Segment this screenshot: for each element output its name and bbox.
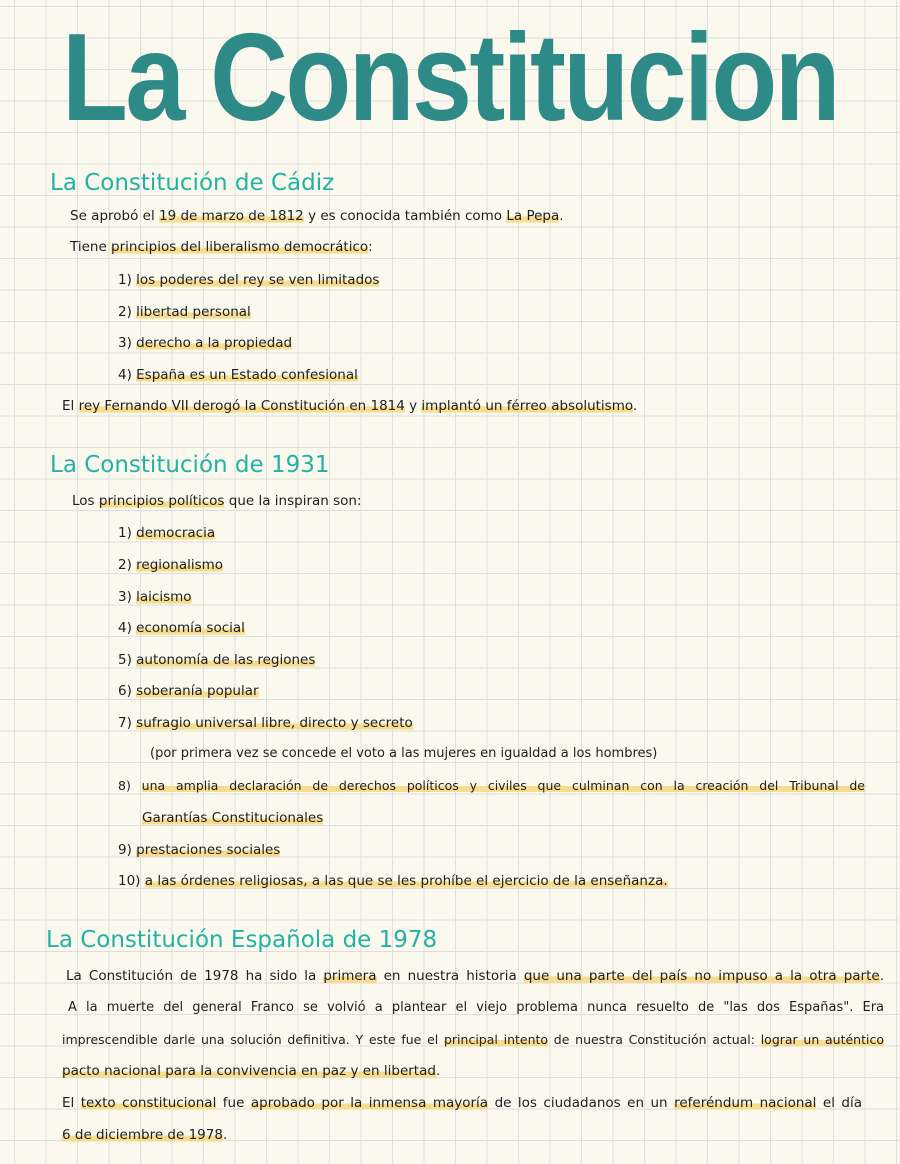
section-heading-cadiz: La Constitución de Cádiz — [50, 170, 335, 196]
text: El — [62, 1095, 81, 1111]
paragraph-cadiz-principles — [70, 237, 373, 257]
paragraph-1978-line — [62, 1030, 884, 1050]
item-text: prestaciones sociales — [136, 842, 281, 858]
text: que la inspiran son: — [224, 493, 362, 509]
item-text: Garantías Constitucionales — [142, 810, 324, 826]
highlight: principios del liberalismo democrático — [111, 239, 369, 255]
text: Los — [72, 493, 99, 509]
text: . — [632, 398, 638, 414]
item-text: autonomía de las regiones — [136, 652, 316, 668]
highlight: pacto nacional para la convivencia en paz y en libertad — [62, 1063, 436, 1079]
item-text: a las órdenes religiosas, a las que se les prohíbe el ejercicio de la enseñanza. — [144, 873, 668, 889]
highlight: 6 de diciembre de 1978 — [62, 1127, 223, 1143]
section-heading-1978: La Constitución Española de 1978 — [46, 927, 438, 953]
item-number: 1) — [118, 272, 137, 288]
item-number: 4) — [118, 367, 137, 383]
list-item — [118, 523, 215, 543]
item-number: 3) — [118, 589, 137, 605]
item-number: 8) — [118, 778, 142, 793]
list-item — [118, 871, 668, 891]
list-item — [118, 713, 413, 733]
item-number: 7) — [118, 715, 137, 731]
text: imprescendible darle una solución definitiva. Y este fue el — [62, 1032, 444, 1047]
text: de los ciudadanos en un — [488, 1095, 675, 1111]
paragraph-1978-line — [66, 966, 884, 986]
item-number: 10) — [118, 873, 145, 889]
highlight: principal intento — [443, 1032, 549, 1047]
list-item — [118, 555, 223, 575]
highlight: La Pepa — [506, 208, 560, 224]
paragraph-1978-line — [62, 1125, 227, 1145]
highlight: referéndum nacional — [674, 1095, 817, 1111]
highlight: lograr un auténtico — [760, 1032, 884, 1047]
paragraph-1931-intro — [72, 491, 362, 511]
text: : — [368, 239, 373, 255]
text: Se aprobó el — [70, 208, 159, 224]
item-text: democracia — [136, 525, 216, 541]
item-text: economía social — [136, 620, 245, 636]
item-number: 4) — [118, 620, 137, 636]
list-item — [118, 365, 358, 385]
list-item — [118, 650, 315, 670]
text: el día — [816, 1095, 863, 1111]
paragraph-1978-line — [62, 1061, 440, 1081]
highlight: aprobado por la inmensa mayoría — [250, 1095, 489, 1111]
item-number: 1) — [118, 525, 137, 541]
item-text: los poderes del rey se ven limitados — [136, 272, 380, 288]
item-number: 9) — [118, 842, 137, 858]
paragraph-1978-line: A la muerte del general Franco se volvió a plantear el viejo problema nunca resuelto de "las dos Españas". Era — [68, 1000, 884, 1015]
list-item — [118, 270, 379, 290]
item-number: 2) — [118, 304, 137, 320]
item-text: soberanía popular — [136, 683, 259, 699]
list-item — [118, 587, 192, 607]
paragraph-cadiz-intro — [70, 206, 564, 226]
list-item — [118, 840, 280, 860]
item-number: 5) — [118, 652, 137, 668]
note-women-vote: (por primera vez se concede el voto a las mujeres en igualdad a los hombres) — [150, 746, 658, 761]
highlight: rey Fernando VII derogó la Constitución en 1814 — [78, 398, 405, 414]
text: . — [222, 1127, 228, 1143]
highlight: que una parte del país no impuso a la otra parte — [523, 968, 880, 984]
text: y — [404, 398, 422, 414]
highlight: 19 de marzo de 1812 — [159, 208, 304, 224]
list-item — [118, 776, 865, 796]
highlight: implantó un férreo absolutismo — [421, 398, 633, 414]
list-item-continuation — [142, 808, 323, 828]
text: de nuestra Constitución actual: — [548, 1032, 761, 1047]
text: fue — [216, 1095, 251, 1111]
item-number: 2) — [118, 557, 137, 573]
item-text: sufragio universal libre, directo y secreto — [136, 715, 413, 731]
item-text: libertad personal — [136, 304, 251, 320]
item-number: 6) — [118, 683, 137, 699]
text: . — [435, 1063, 441, 1079]
highlight: primera — [323, 968, 377, 984]
paragraph-cadiz-absolutism — [62, 396, 637, 416]
text: El — [62, 398, 79, 414]
list-item — [118, 681, 259, 701]
page-title: La Constitucion — [62, 9, 838, 147]
highlight: principios políticos — [98, 493, 225, 509]
item-text: regionalismo — [136, 557, 224, 573]
highlight: texto constitucional — [80, 1095, 217, 1111]
text: Tiene — [70, 239, 112, 255]
list-item — [118, 618, 245, 638]
item-text: España es un Estado confesional — [136, 367, 358, 383]
list-item — [118, 333, 292, 353]
item-number: 3) — [118, 335, 137, 351]
text: La Constitución de 1978 ha sido la — [66, 968, 324, 984]
item-text: una amplia declaración de derechos políticos y civiles que culminan con la creación del Tribunal de — [141, 778, 865, 793]
list-item — [118, 302, 251, 322]
item-text: laicismo — [136, 589, 192, 605]
item-text: derecho a la propiedad — [136, 335, 293, 351]
text: y es conocida también como — [303, 208, 507, 224]
text: . — [559, 208, 564, 224]
paragraph-1978-line — [62, 1093, 862, 1113]
text: en nuestra historia — [376, 968, 524, 984]
text: . — [879, 968, 884, 984]
section-heading-1931: La Constitución de 1931 — [50, 452, 330, 478]
